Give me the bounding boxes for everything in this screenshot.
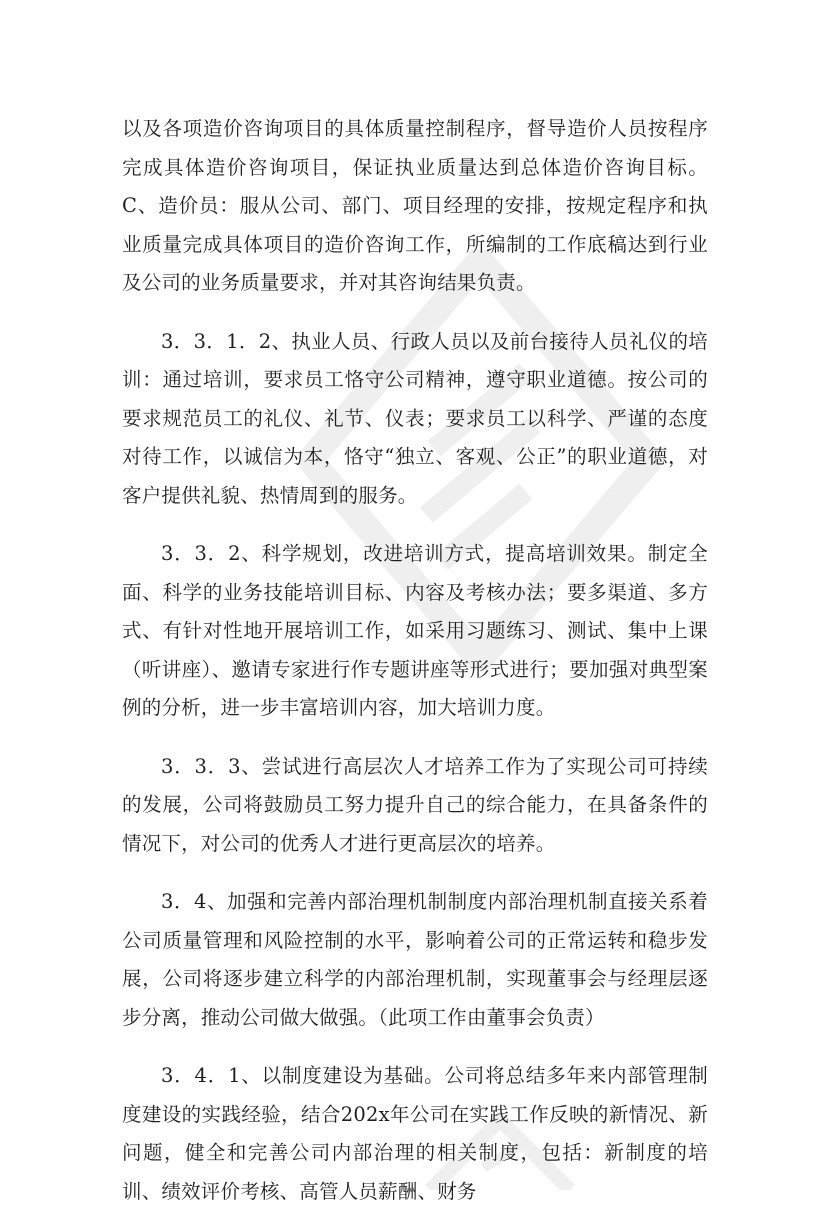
document-page	[122, 110, 708, 1231]
paragraph-3-3-3: 3．3．3、尝试进行高层次人才培养工作为了实现公司可持续的发展，公司将鼓励员工努力提升自己的综合能力，在具备条件的情况下，对公司的优秀人才进行更高层次的培养。	[122, 754, 708, 855]
paragraph-3-4: 3．4、加强和完善内部治理机制制度内部治理机制直接关系着公司质量管理和风险控制的水平，影响着公司的正常运转和稳步发展，公司将逐步建立科学的内部治理机制，实现董事会与经理层逐步分离，推动公司做大做强。（此项工作由董事会负责）	[122, 890, 708, 1029]
paragraph-3-3-2: 3．3．2、科学规划，改进培训方式，提高培训效果。制定全面、科学的业务技能培训目标、内容及考核办法；要多渠道、多方式、有针对性地开展培训工作，如采用习题练习、测试、集中上课（听讲座）、邀请专家进行作专题讲座等形式进行；要加强对典型案例的分析，进一步丰富培训内容，加大培训力度。	[122, 542, 708, 719]
paragraph-3-4-1: 3．4．1、以制度建设为基础。公司将总结多年来内部管理制度建设的实践经验，结合202x年公司在实践工作反映的新情况、新问题，健全和完善公司内部治理的相关制度，包括：新制度的培训、绩效评价考核、高管人员薪酬、财务	[122, 1064, 708, 1203]
paragraph-continued: 以及各项造价咨询项目的具体质量控制程序，督导造价人员按程序完成具体造价咨询项目，保证执业质量达到总体造价咨询目标。C、造价员：服从公司、部门、项目经理的安排，按规定程序和执业质量完成具体项目的造价咨询工作，所编制的工作底稿达到行业及公司的业务质量要求，并对其咨询结果负责。	[122, 117, 708, 294]
paragraph-3-3-1-2: 3．3．1．2、执业人员、行政人员以及前台接待人员礼仪的培训：通过培训，要求员工恪守公司精神，遵守职业道德。按公司的要求规范员工的礼仪、礼节、仪表；要求员工以科学、严谨的态度对待工作，以诚信为本，恪守“独立、客观、公正”的职业道德，对客户提供礼貌、热情周到的服务。	[122, 329, 708, 507]
